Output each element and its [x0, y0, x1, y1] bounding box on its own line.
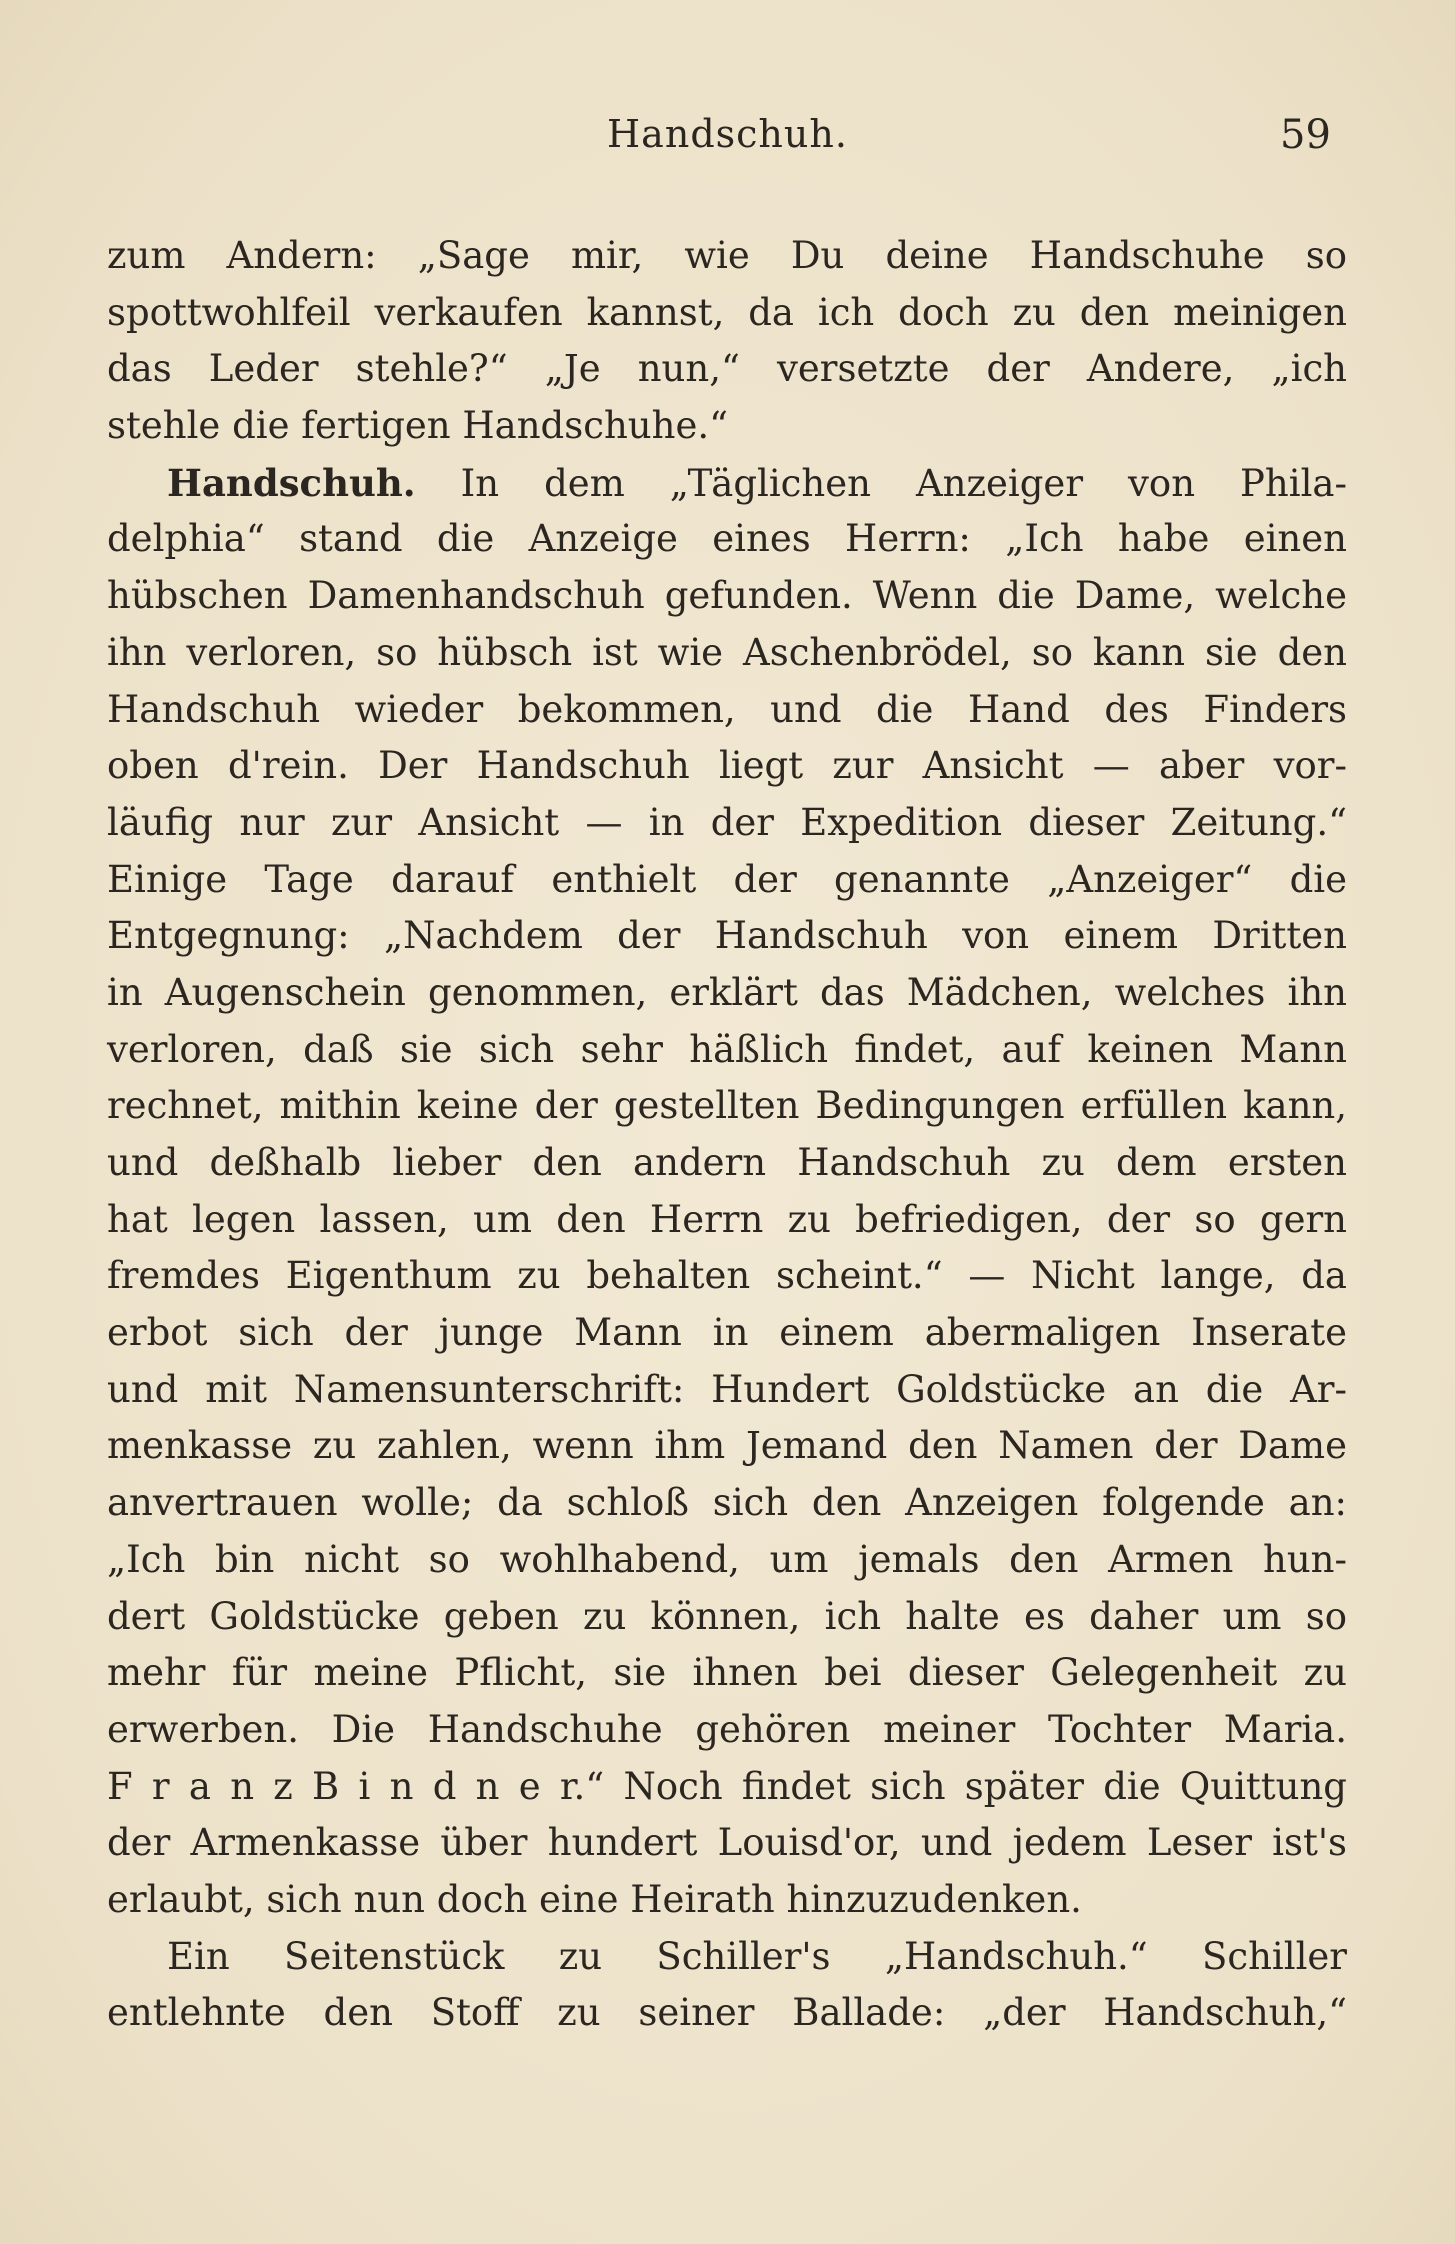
text-line	[107, 1192, 1347, 1249]
text-line	[107, 398, 1347, 455]
text-line	[107, 1985, 1347, 2042]
text-line	[107, 1872, 1347, 1929]
text-line	[107, 228, 1347, 285]
text-line	[107, 511, 1347, 568]
text-line	[107, 908, 1347, 965]
text-line	[107, 1022, 1347, 1079]
text-line	[107, 568, 1347, 625]
text-line	[107, 625, 1347, 682]
line-text: mehr für meine Pflicht, sie ihnen bei dieser Gelegenheit zu	[107, 1651, 1347, 1695]
text-line	[107, 1589, 1347, 1646]
text-line	[107, 1702, 1347, 1759]
line-text: Handschuh wieder bekommen, und die Hand des Finders	[107, 687, 1347, 731]
line-text: und deßhalb lieber den andern Handschuh zu dem ersten	[107, 1141, 1347, 1184]
text-line	[107, 965, 1347, 1022]
text-line	[107, 682, 1347, 739]
text-line	[107, 1418, 1347, 1475]
text-line	[107, 1248, 1347, 1305]
line-text: entlehnte den Stoff zu seiner Ballade: „der Handschuh,“	[107, 1991, 1347, 2035]
line-text: rechnet, mithin keine der gestellten Bedingungen erfüllen kann,	[107, 1084, 1347, 1128]
text-line	[107, 1532, 1347, 1589]
line-text: und mit Namensunterschrift: Hundert Goldstücke an die Ar-	[107, 1367, 1347, 1411]
line-text: läufig nur zur Ansicht — in der Expedition dieser Zeitung.“	[107, 800, 1347, 844]
line-text: in Augenschein genommen, erklärt das Mädchen, welches ihn	[107, 970, 1347, 1014]
text-line	[107, 738, 1347, 795]
line-text: erbot sich der junge Mann in einem abermaligen Inserate	[107, 1311, 1347, 1355]
line-text: verloren, daß sie sich sehr häßlich findet, auf keinen Mann	[107, 1027, 1347, 1071]
page-body-text	[107, 228, 1347, 2042]
line-text: spottwohlfeil verkaufen kannst, da ich doch zu den meinigen	[107, 290, 1347, 334]
line-text: erlaubt, sich nun doch eine Heirath hinzuzudenken.	[107, 1877, 1082, 1921]
line-text: hat legen lassen, um den Herrn zu befriedigen, der so gern	[107, 1197, 1347, 1241]
line-text: ihn verloren, so hübsch ist wie Aschenbrödel, so kann sie den	[107, 630, 1347, 674]
line-text: der Armenkasse über hundert Louisd'or, und jedem Leser ist's	[107, 1821, 1347, 1865]
line-text: F r a n z B i n d n e r.“ Noch findet sich später die Quittung	[107, 1764, 1347, 1808]
line-text: das Leder stehle?“ „Je nun,“ versetzte der Andere, „ich	[107, 347, 1347, 391]
line-text: Entgegnung: „Nachdem der Handschuh von einem Dritten	[107, 914, 1347, 958]
text-line	[107, 1362, 1347, 1419]
text-line	[107, 341, 1347, 398]
entry-heading: Handschuh.	[167, 460, 416, 505]
line-text: hübschen Damenhandschuh gefunden. Wenn die Dame, welche	[107, 574, 1347, 618]
text-line	[107, 285, 1347, 342]
text-line	[107, 852, 1347, 909]
page-number: 59	[1280, 112, 1331, 158]
line-text: Einige Tage darauf enthielt der genannte „Anzeiger“ die	[107, 857, 1347, 901]
line-text: stehle die fertigen Handschuhe.“	[107, 404, 729, 448]
line-text: oben d'rein. Der Handschuh liegt zur Ansicht — aber vor-	[107, 744, 1347, 788]
line-text: dert Goldstücke geben zu können, ich halte es daher um so	[107, 1594, 1347, 1638]
line-text: erwerben. Die Handschuhe gehören meiner Tochter Maria.	[107, 1707, 1347, 1751]
text-line	[107, 1078, 1347, 1135]
text-line	[107, 1305, 1347, 1362]
text-line	[107, 1759, 1347, 1816]
line-text: delphia“ stand die Anzeige eines Herrn: „Ich habe einen	[107, 517, 1347, 561]
text-line	[107, 1815, 1347, 1872]
text-line	[107, 1475, 1347, 1532]
line-text: In dem „Täglichen Anzeiger von Phila-	[415, 461, 1347, 505]
line-text: fremdes Eigenthum zu behalten scheint.“ — Nicht lange, da	[107, 1254, 1347, 1298]
running-title: Handschuh.	[607, 112, 848, 156]
line-text: anvertrauen wolle; da schloß sich den Anzeigen folgende an:	[107, 1481, 1347, 1525]
text-line	[107, 1645, 1347, 1702]
text-line	[107, 795, 1347, 852]
line-text: Ein Seitenstück zu Schiller's „Handschuh.“ Schiller	[167, 1934, 1347, 1978]
text-line	[107, 455, 1347, 512]
line-text: menkasse zu zahlen, wenn ihm Jemand den Namen der Dame	[107, 1424, 1347, 1468]
text-line	[107, 1929, 1347, 1986]
line-text: zum Andern: „Sage mir, wie Du deine Handschuhe so	[107, 234, 1347, 277]
line-text: „Ich bin nicht so wohlhabend, um jemals den Armen hun-	[107, 1537, 1347, 1581]
text-line	[107, 1135, 1347, 1192]
